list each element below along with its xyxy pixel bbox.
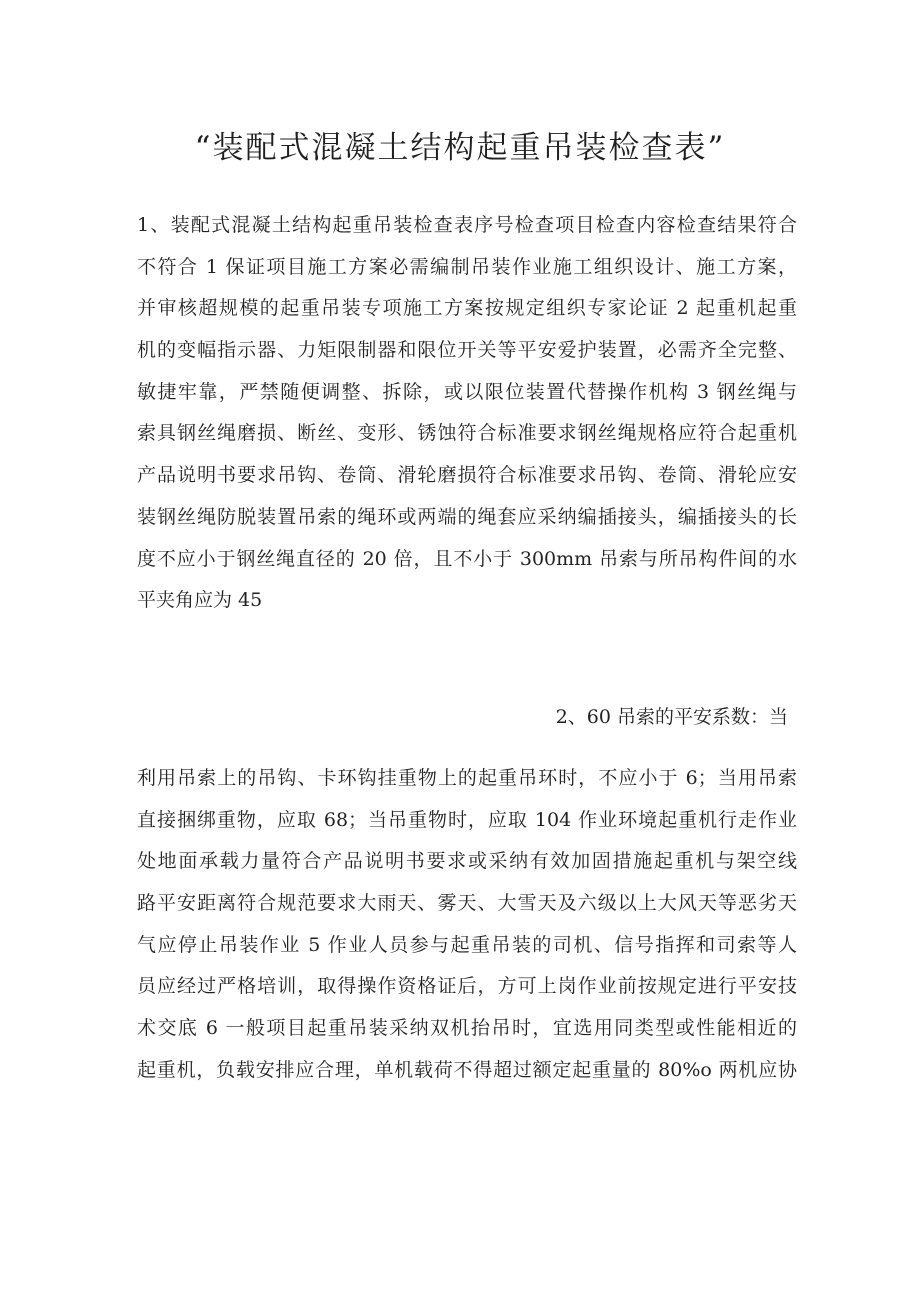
text-line: 并审核超规模的起重吊装专项施工方案按规定组织专家论证 2 起重机起重	[137, 297, 797, 320]
text-line: 度不应小于钢丝绳直径的 20 倍，且不小于 300mm 吊索与所吊构件间的水	[137, 547, 797, 570]
text-line: 路平安距离符合规范要求大雨天、雾天、大雪天及六级以上大风天等恶劣天	[137, 892, 797, 915]
text-line: 1、装配式混凝土结构起重吊装检查表序号检查项目检查内容检查结果符合	[137, 214, 797, 236]
paragraph-2: 2、60 吊索的平安系数：当	[555, 706, 788, 728]
text-line: 起重机，负载安排应合理，单机载荷不得超过额定起重量的 80%o 两机应协	[137, 1058, 797, 1081]
text-line: 产品说明书要求吊钩、卷筒、滑轮磨损符合标准要求吊钩、卷筒、滑轮应安	[137, 464, 797, 487]
paragraph-1	[137, 205, 797, 622]
paragraph-3	[137, 758, 797, 1092]
text-line: 机的变幅指示器、力矩限制器和限位开关等平安爱护装置，必需齐全完整、	[137, 339, 797, 362]
text-line: 装钢丝绳防脱装置吊索的绳环或两端的绳套应采纳编插接头，编插接头的长	[137, 505, 797, 528]
text-line: 员应经过严格培训，取得操作资格证后，方可上岗作业前按规定进行平安技	[137, 975, 797, 998]
text-line: 平夹角应为 45	[137, 589, 263, 612]
text-line: 索具钢丝绳磨损、断丝、变形、锈蚀符合标准要求钢丝绳规格应符合起重机	[137, 422, 797, 445]
text-line: 敏捷牢靠，严禁随便调整、拆除，或以限位装置代替操作机构 3 钢丝绳与	[137, 380, 797, 403]
text-line: 不符合 1 保证项目施工方案必需编制吊装作业施工组织设计、施工方案，	[137, 255, 797, 278]
text-line: 直接捆绑重物，应取 68；当吊重物时，应取 104 作业环境起重机行走作业	[137, 808, 797, 831]
text-line: 气应停止吊装作业 5 作业人员参与起重吊装的司机、信号指挥和司索等人	[137, 933, 797, 956]
text-line: 利用吊索上的吊钩、卡环钩挂重物上的起重吊环时，不应小于 6；当用吊索	[137, 767, 797, 789]
text-line: 术交底 6 一般项目起重吊装采纳双机抬吊时，宜选用同类型或性能相近的	[137, 1017, 797, 1040]
document-title: “装配式混凝土结构起重吊装检查表”	[194, 130, 726, 166]
text-line: 处地面承载力量符合产品说明书要求或采纳有效加固措施起重机与架空线	[137, 850, 797, 873]
